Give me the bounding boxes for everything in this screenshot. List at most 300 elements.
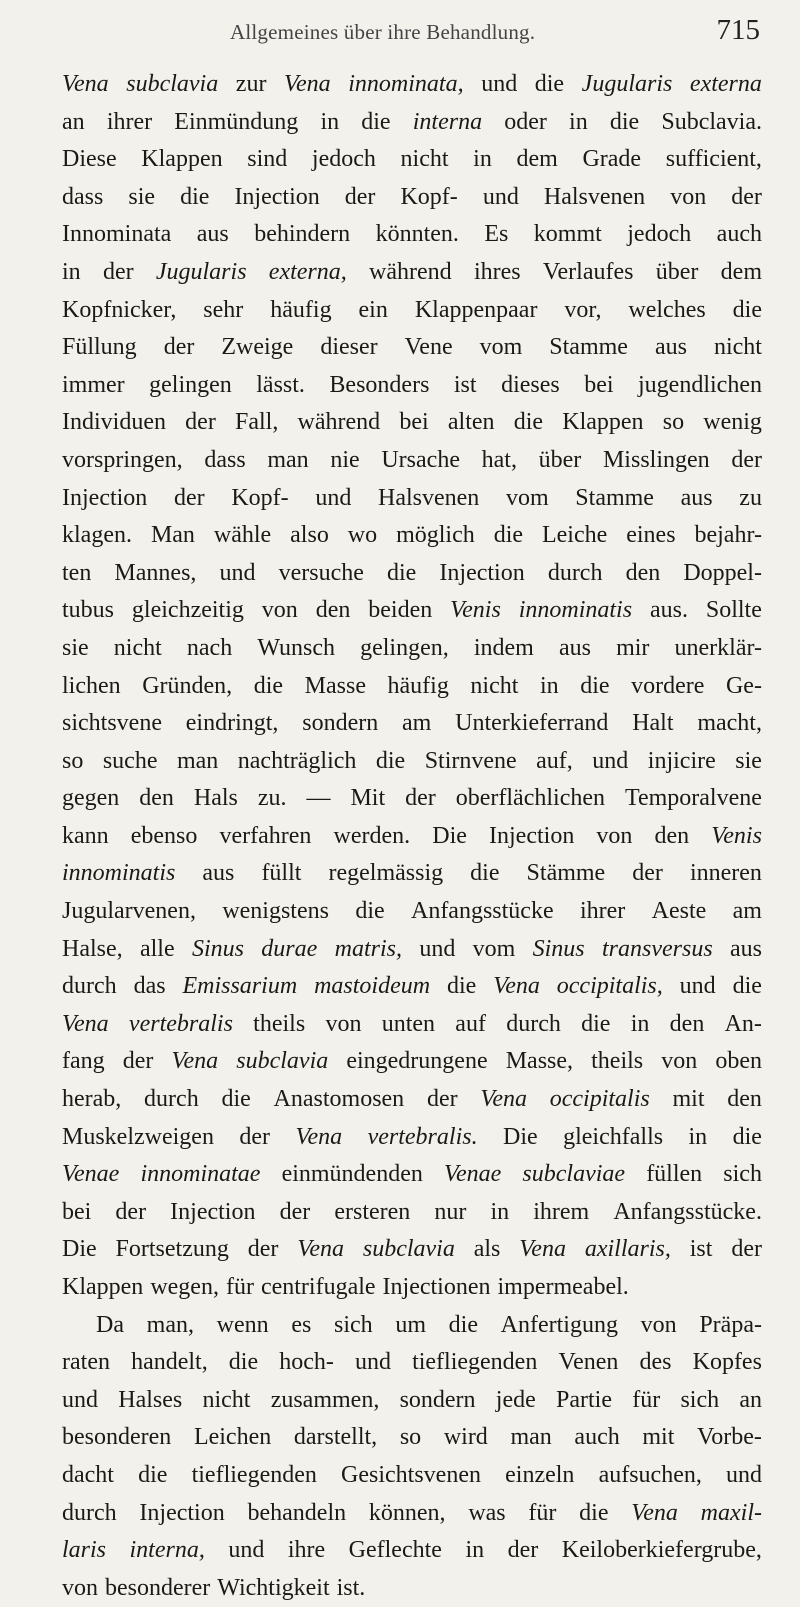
word: Stamme [549,334,628,361]
word: Diese [62,146,117,173]
text-line [62,216,762,254]
word: der [731,446,762,473]
word: jede [495,1386,536,1413]
word: Halsvenen [543,183,646,210]
word: werden. [333,822,411,849]
word: häufig [387,672,449,699]
text-line [62,1006,762,1044]
italic-word: externa [689,71,762,97]
word: die [732,973,762,1000]
word: Da [96,1311,124,1338]
word: Die [62,1236,97,1263]
word: es [291,1311,312,1338]
word: Fall, [235,409,279,436]
word: Anfangsstücke. [613,1198,762,1225]
word: hoch- [279,1349,334,1376]
word: Wunsch [257,634,335,661]
italic-word: Vena [297,1236,344,1263]
word: die [375,747,406,774]
word: inneren [689,860,762,887]
word: dieser [320,334,378,361]
italic-word: vertebralis. [367,1123,478,1150]
word: wegen, [150,1274,219,1300]
word: der [344,183,376,210]
word: gelingen, [360,634,449,661]
word: hat, [481,446,517,473]
word: lichen [62,672,121,699]
word: die [732,296,762,323]
word: bei [62,1198,92,1225]
word: Kopf- [400,183,458,210]
word: können, [368,1499,446,1526]
word: Zweige [221,334,294,361]
italic-word: Vena [62,1010,109,1037]
word: der [247,1236,279,1263]
word: mir [616,634,650,661]
word: Anfertigung [500,1311,618,1338]
italic-word: Jugularis [155,258,247,285]
word: Injection [489,822,575,849]
word: den [654,822,690,849]
word: nach [186,634,233,661]
word: gleichzeitig [131,597,244,624]
word: aus [680,484,713,511]
word: und [481,71,518,97]
text-line [62,442,762,480]
word: von [62,1574,98,1601]
word: zu. [257,785,287,812]
word: Kopf- [231,484,289,511]
text-line [62,254,762,292]
word: Klappen [141,146,223,173]
word: Temporalvene [624,785,762,812]
word: eingedrungene [346,1048,488,1075]
text-line [62,1570,762,1607]
word: lässt. [256,371,305,398]
word: vom [472,935,516,962]
word: aus [558,634,591,661]
word: Injection [439,559,525,586]
word: man [176,747,219,774]
text-line [62,630,762,668]
word: füllen [646,1161,703,1188]
word: sich [680,1386,720,1413]
italic-word: subclavia [362,1236,455,1263]
italic-word: Sinus [191,935,244,962]
italic-word: Vena [171,1048,219,1075]
word: eines [626,522,676,549]
word: Partie [556,1386,612,1413]
word: die [138,1461,168,1488]
italic-word: Vena [519,1236,566,1263]
word: wenig [703,409,762,436]
text-line [62,592,762,630]
word: sondern [399,1386,476,1413]
word: der [239,1123,271,1150]
word: Aeste [651,898,707,925]
word: Halsvenen [377,484,480,511]
text-line [62,968,762,1006]
word: vorspringen, [62,446,183,473]
word: in [473,146,492,173]
word: ihrer [579,898,626,925]
word: aus. [649,597,688,624]
word: und [726,1461,762,1488]
text-line [62,705,762,743]
word: alten [447,409,495,436]
word: Grade [582,146,642,173]
word: bei [584,371,614,398]
word: dass [204,446,246,473]
word: an [739,1386,762,1413]
word: tubus [62,597,115,624]
italic-word: innominatis [62,860,176,887]
word: auch [574,1424,620,1451]
word: mit [642,1424,675,1451]
word: und [482,183,519,210]
word: Vorbe- [697,1424,762,1451]
word: sich [723,1161,762,1188]
text-line [62,1119,762,1157]
italic-word: subclaviae [522,1161,626,1188]
italic-word: Venis [711,822,762,849]
text-line [62,818,762,856]
word: einzeln [505,1461,575,1488]
word: centrifugale [260,1274,376,1300]
text-line [62,179,762,217]
word: Stamme [575,484,654,511]
text-line [62,1194,762,1232]
word: Subclavia. [661,108,762,135]
word: die [493,522,524,549]
italic-word: innominatae [140,1161,261,1188]
word: Halse, [62,935,123,962]
word: sufficient, [665,146,762,173]
word: der [122,1048,154,1075]
word: kommt [533,221,602,248]
word: bejahr- [694,522,762,549]
word: und [62,1386,98,1413]
word: ebenso [130,822,198,849]
word: ihrem [533,1198,590,1225]
word: die [580,672,610,699]
word: die [470,860,500,887]
text-line [62,1382,762,1420]
word: ihre [287,1537,326,1564]
word: besonderen [62,1424,172,1451]
word: möglich [396,522,475,549]
word: Füllung [62,334,137,361]
word: Halses [118,1386,183,1413]
word: behandeln [247,1499,347,1526]
word: Unterkieferrand [455,710,609,737]
word: man, [146,1311,194,1338]
running-header [0,14,800,54]
word: für [528,1499,557,1526]
word: der [173,484,205,511]
word: beiden [368,597,433,624]
word: ten [62,559,92,586]
word: Ursache [381,446,460,473]
italic-word: Jugularis [581,71,673,97]
word: von [640,1311,677,1338]
word: könnten. [375,221,459,248]
word: die [609,108,640,135]
word: unerklär- [674,634,762,661]
word: die [446,973,477,1000]
word: oben [715,1048,762,1075]
word: und [679,973,716,1000]
text-line [62,1344,762,1382]
word: in [62,258,81,285]
italic-word: Vena [284,71,331,97]
word: aus [654,334,687,361]
word: und [354,1349,391,1376]
word: den [625,559,661,586]
word: wird [443,1424,488,1451]
word: vordere [631,672,705,699]
word: Venen [558,1349,619,1376]
word: und [419,935,456,962]
word: Masse, [505,1048,574,1075]
word: Die [503,1123,538,1150]
word: und [219,559,256,586]
word: Stämme [526,860,606,887]
word: Anfangsstücke [410,898,554,925]
word: also [290,522,329,549]
word: die [513,409,544,436]
text-line [62,517,762,555]
word: fang [62,1048,105,1075]
word: die [534,71,565,97]
word: nie [330,446,360,473]
text-line [62,1269,762,1307]
word: dieses [501,371,560,398]
word: von [261,597,298,624]
word: füllt [261,860,302,887]
text-line [62,743,762,781]
italic-word: interna, [129,1537,205,1564]
word: der [731,1236,762,1263]
word: An- [724,1010,762,1037]
word: in [630,1010,650,1037]
word: klagen. [62,522,132,549]
text-line [62,1156,762,1194]
word: Injection [170,1198,256,1225]
word: wenigstens [222,898,329,925]
word: Gründen, [142,672,233,699]
word: Injection [234,183,320,210]
word: gegen [62,785,120,812]
italic-word: Venae [443,1161,502,1188]
word: der [632,860,663,887]
word: sichtsvene [62,710,162,737]
word: Klappen [62,1274,144,1300]
word: Halt [632,710,674,737]
italic-word: matris, [334,935,402,962]
text-line [62,1457,762,1495]
word: was [468,1499,506,1526]
word: — [306,785,331,812]
word: Wichtigkeit [217,1574,330,1601]
word: Jugularvenen, [62,898,196,925]
word: die [581,1010,611,1037]
text-line [62,141,762,179]
italic-word: Vena [295,1123,343,1150]
word: die [180,183,210,210]
word: in [688,1123,708,1150]
word: wo [347,522,378,549]
word: ist [453,371,477,398]
italic-word: subclavia [236,1048,329,1075]
text-line [62,66,762,104]
text-line [62,404,762,442]
text-line [62,367,762,405]
text-line [62,1495,762,1533]
word: Vene [404,334,453,361]
word: sie [128,183,156,210]
word: welches [628,296,706,323]
word: nicht [113,634,162,661]
word: während [369,258,452,285]
word: ersteren [334,1198,411,1225]
word: jedoch [627,221,692,248]
word: auch [716,221,762,248]
text-line [62,855,762,893]
word: versuche [278,559,364,586]
word: immer [62,371,125,398]
italic-word: innominatis [518,597,633,624]
word: Misslingen [602,446,710,473]
word: durch [62,1499,117,1526]
word: verfahren [219,822,312,849]
italic-word: durae [261,935,318,962]
text-line [62,329,762,367]
word: raten [62,1349,110,1376]
word: über [538,446,582,473]
word: der [426,1086,458,1113]
text-line [62,931,762,969]
word: Injectionen [382,1274,491,1300]
running-title: Allgemeines über ihre Behandlung. [230,20,536,44]
word: für [632,1386,661,1413]
word: die [386,559,417,586]
italic-word: Venae [62,1161,120,1188]
word: man [267,446,309,473]
text-line [62,292,762,330]
word: nicht [713,334,762,361]
word: sondern [302,710,379,737]
word: ist [689,1236,713,1263]
word: häufig [270,296,332,323]
word: am [402,710,432,737]
word: von [596,822,633,849]
word: sie [735,747,762,774]
word: durch [62,973,117,1000]
word: die [221,1086,251,1113]
word: in [320,108,340,135]
word: einmündenden [281,1161,423,1188]
word: über [655,258,699,285]
word: den [139,785,174,812]
word: aus [196,221,229,248]
italic-word: vertebralis [128,1010,233,1037]
word: man [510,1424,552,1451]
word: der [185,409,216,436]
word: Stirnvene [424,747,517,774]
word: auf, [536,747,573,774]
word: die [228,1349,259,1376]
word: den [315,597,351,624]
word: ihrer [106,108,153,135]
text-line [62,780,762,818]
word: so [662,409,685,436]
word: Die [432,822,467,849]
italic-word: interna [412,108,483,135]
word: sind [247,146,288,173]
word: und [228,1537,265,1564]
italic-word: maxil- [700,1499,762,1526]
word: Leichen [193,1424,272,1451]
word: nur [434,1198,467,1225]
word: Man [150,522,195,549]
text-line [62,1419,762,1457]
italic-word: Venis [450,597,501,624]
text-line [62,893,762,931]
word: besonderer [105,1574,211,1601]
body-text [62,66,762,1607]
italic-word: Vena [631,1499,678,1526]
word: Keiloberkiefergrube, [561,1537,762,1564]
italic-word: laris [62,1537,107,1564]
word: Mit [350,785,386,812]
word: der [405,785,436,812]
word: tiefliegenden [412,1349,538,1376]
text-line [62,1043,762,1081]
italic-word: Vena [62,71,109,97]
word: aus [202,860,235,887]
word: bei [399,409,429,436]
word: Es [484,221,509,248]
word: ihres [473,258,521,285]
word: wähle [213,522,272,549]
word: kann [62,822,109,849]
italic-word: mastoideum [314,973,431,1000]
text-line [62,1532,762,1570]
word: nicht [470,672,519,699]
word: vom [505,484,549,511]
word: dacht [62,1461,114,1488]
word: Kopfes [692,1349,762,1376]
word: Gesichtsvenen [341,1461,481,1488]
italic-word: Vena [480,1086,527,1113]
word: aufsuchen, [598,1461,702,1488]
word: in [539,672,559,699]
word: Klappenpaar [414,296,538,323]
word: indem [473,634,534,661]
word: darstellt, [293,1424,378,1451]
italic-word: externa, [268,258,347,285]
italic-word: innominata, [348,71,464,97]
word: für [225,1274,254,1300]
word: am [732,898,762,925]
word: um [395,1311,426,1338]
word: sich [333,1311,373,1338]
word: durch [506,1010,561,1037]
word: unten [381,1010,436,1037]
word: Besonders [329,371,430,398]
word: Mannes, [114,559,197,586]
